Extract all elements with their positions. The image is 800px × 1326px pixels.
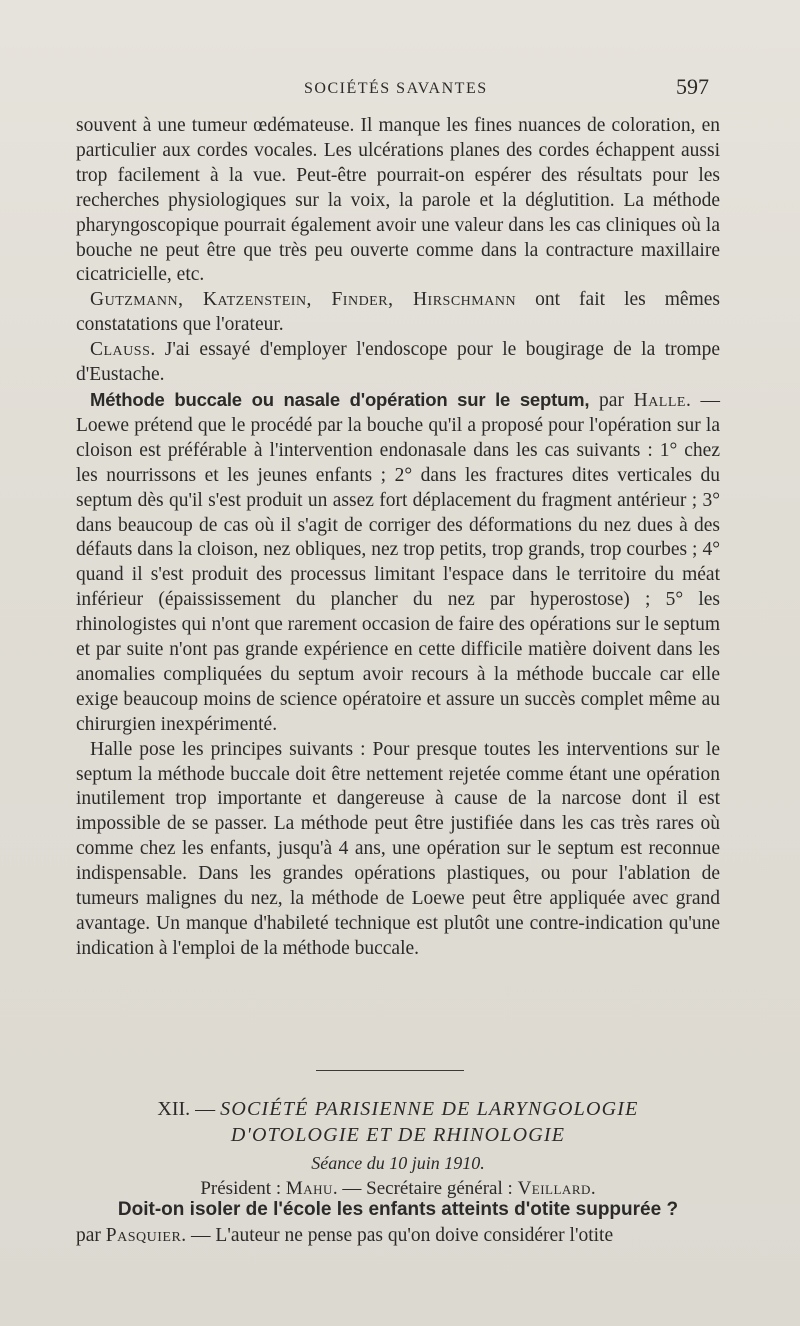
section-header <box>76 1096 720 1202</box>
author-names: Gutzmann, Katzenstein, Finder, Hirschmann <box>90 289 517 311</box>
paragraph-halle <box>76 388 720 738</box>
paragraph-text: . — Loewe prétend que le procédé par la bouche qu'il a proposé pour l'opération sur la cloison est préférable à l'intervention endonasale dans les cas suivants : 1° chez les nourrissons et les jeunes enfants ; 2° dans les fractures dites verticales du septum dès qu'il s'est produit un assez fort déplacement du fragment antérieur ; 3° dans beaucoup de cas où il s'agit de corriger des déformations du nez dues à des défauts dans la cloison, nez obliques, nez trop petits, trop grands, trop courbes ; 4° quand il s'est produit des processus limitant l'espace dans le territoire du méat inférieur (épaississement du plancher du nez par hyperostose) ; 5° les rhinologistes qui n'ont que rarement occasion de faire des opérations sur le septum et par suite n'ont pas grande expérience en cette difficile matière doivent dans les anomalies compliquées du septum avoir recours à la méthode buccale car elle exige beaucoup moins de science opératoire et assure un succès complet même au chirurgien inexpérimenté. <box>76 389 721 735</box>
seance-date: Séance du 10 juin 1910. <box>311 1153 485 1173</box>
paragraph-text: . J'ai essayé d'employer l'endoscope pour le bougirage de la trompe d'Eustache. <box>76 339 720 386</box>
article-first-line <box>76 1224 720 1248</box>
paragraph-tumeur: souvent à une tumeur œdémateuse. Il manque les fines nuances de coloration, en particulier aux cordes vocales. Les ulcérations planes des cordes échappent aussi trop facilement à la vue. Peut-être pourrait-on espérer des résultats pour les recherches physiologiques sur la voix, la parole et la déglutition. La méthode pharyngoscopique pourrait également avoir une valeur dans les cas cliniques où la bouche ne peut être que très peu ouverte comme dans la contracture maxillaire cicatricielle, etc. <box>76 115 720 286</box>
paragraph-gutzmann <box>76 288 720 338</box>
paragraph-principes: Halle pose les principes suivants : Pour presque toutes les interventions sur le septum la méthode buccale doit être nettement rejetée comme étant une opération inutilement trop importante et dangereuse à cause de la narcose dont il est impossible de se passer. La méthode peut être justifiée dans les cas très rares où comme chez les enfants, jusqu'à 4 ans, une opération sur le septum est reconnue indispensable. Dans les grandes opérations plastiques, ou pour l'ablation de tumeurs malignes du nez, la méthode de Loewe peut être appliquée avec grand avantage. Un manque d'habileté technique est plutôt une contre-indication qu'une indication à l'emploi de la méthode buccale. <box>76 738 720 959</box>
article-author: Pasquier <box>105 1225 182 1246</box>
article-text: . — L'auteur ne pense pas qu'on doive considérer l'otite <box>181 1225 614 1246</box>
par-label: par <box>76 1225 106 1246</box>
body-text <box>76 114 720 962</box>
paragraph-clauss <box>76 338 720 388</box>
society-name: SOCIÉTÉ PARISIENNE DE LARYNGOLOGIE <box>220 1098 639 1120</box>
page-header <box>0 74 800 104</box>
section-number: XII. — <box>157 1098 216 1120</box>
section-title-line2: D'OTOLOGIE ET DE RHINOLOGIE <box>230 1124 566 1146</box>
article-heading: Méthode buccale ou nasale d'opération sur le septum, <box>90 388 590 410</box>
page-number: 597 <box>676 74 709 99</box>
author-name: Halle <box>633 389 686 411</box>
author-name: Clauss <box>90 339 151 361</box>
article-title: Doit-on isoler de l'école les enfants atteints d'otite suppurée ? <box>117 1199 679 1220</box>
officers-end: . <box>590 1178 596 1199</box>
secretary-name: Veillard <box>517 1178 591 1199</box>
section-title-line1 <box>76 1096 720 1122</box>
president-name: Mahu <box>285 1178 333 1199</box>
president-label: Président : <box>200 1178 286 1199</box>
section-divider <box>316 1070 464 1071</box>
running-title: SOCIÉTÉS SAVANTES <box>304 80 488 97</box>
paragraph-text: ont fait les mêmes constatations que l'orateur. <box>76 289 720 336</box>
secretary-label: . — Secrétaire général : <box>332 1178 518 1199</box>
par-label: par <box>589 389 634 411</box>
